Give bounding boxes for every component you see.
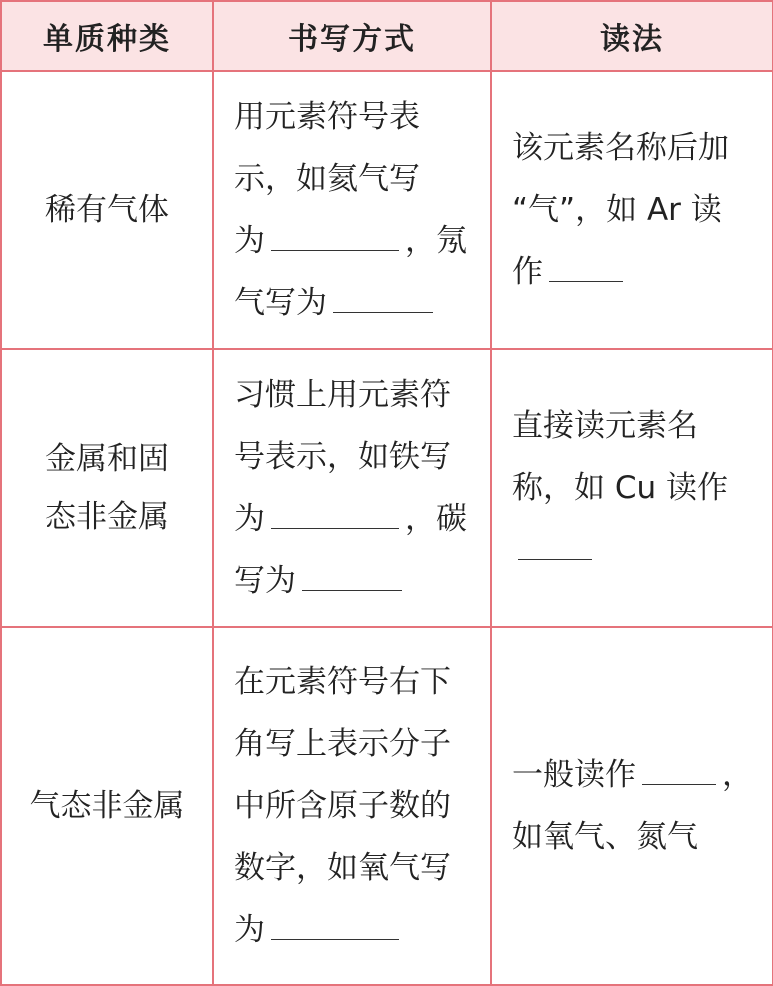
text: ，氖 [405,223,467,259]
writing-line [234,775,476,837]
reading-line [512,179,758,241]
cell-reading [491,627,773,985]
answer-blank-iron[interactable] [271,500,399,529]
header-writing-method: 书写方式 [213,1,491,71]
text: 为 [234,912,265,948]
text: 角写上表示分子 [234,726,451,762]
cell-type [1,627,213,985]
type-line: 金属和固 [45,441,169,477]
answer-blank-ar-reading[interactable] [549,253,623,282]
text: 号表示，如铁写 [234,439,451,475]
text: 用元素符号表 [234,99,420,135]
text: 为 [234,223,265,259]
answer-blank-oxygen[interactable] [271,911,399,940]
cell-writing [213,71,491,349]
text: 中所含原子数的 [234,788,451,824]
writing-line [234,148,476,210]
text: 示，如氦气写 [234,161,420,197]
text: 一般读作 [512,757,636,793]
writing-line [234,713,476,775]
writing-line [234,651,476,713]
writing-line [234,86,476,148]
answer-blank-neon[interactable] [333,284,433,313]
cell-reading [491,349,773,627]
type-line: 态非金属 [45,499,169,535]
text: 气写为 [234,285,327,321]
reading-line [512,117,758,179]
answer-blank-carbon[interactable] [302,562,402,591]
text: ，碳 [405,501,467,537]
type-line: 稀有气体 [45,192,169,228]
cell-writing [213,627,491,985]
text: 写为 [234,563,296,599]
table-row-gaseous-nonmetal [1,627,773,985]
table-row-metal-solid-nonmetal [1,349,773,627]
text: 作 [512,254,543,290]
cell-type [1,71,213,349]
reading-line [512,241,758,303]
writing-line [234,272,476,334]
reading-line [512,519,758,581]
header-row [1,1,773,71]
cell-reading [491,71,773,349]
text: 数字，如氧气写 [234,850,451,886]
type-line: 气态非金属 [29,788,185,824]
cell-type [1,349,213,627]
text: 该元素名称后加 [512,130,729,166]
text: 在元素符号右下 [234,664,451,700]
reading-line [512,457,758,519]
text: ， [722,757,753,793]
text: “气”，如 Ar 读 [512,192,722,228]
text: 习惯上用元素符 [234,377,451,413]
writing-line [234,550,476,612]
text: 称，如 Cu 读作 [512,470,729,506]
reading-line [512,744,758,806]
writing-line [234,837,476,899]
answer-blank-gas-reading[interactable] [642,756,716,785]
text: 如氧气、氮气 [512,819,698,855]
text: 为 [234,501,265,537]
reading-line [512,806,758,868]
table-row-noble-gas [1,71,773,349]
answer-blank-cu-reading[interactable] [518,531,592,560]
reading-line [512,395,758,457]
header-substance-type: 单质种类 [1,1,213,71]
writing-line [234,364,476,426]
writing-line [234,426,476,488]
answer-blank-helium[interactable] [271,222,399,251]
cell-writing [213,349,491,627]
writing-line [234,488,476,550]
header-reading-method: 读法 [491,1,773,71]
writing-line [234,899,476,961]
writing-line [234,210,476,272]
text: 直接读元素名 [512,408,698,444]
